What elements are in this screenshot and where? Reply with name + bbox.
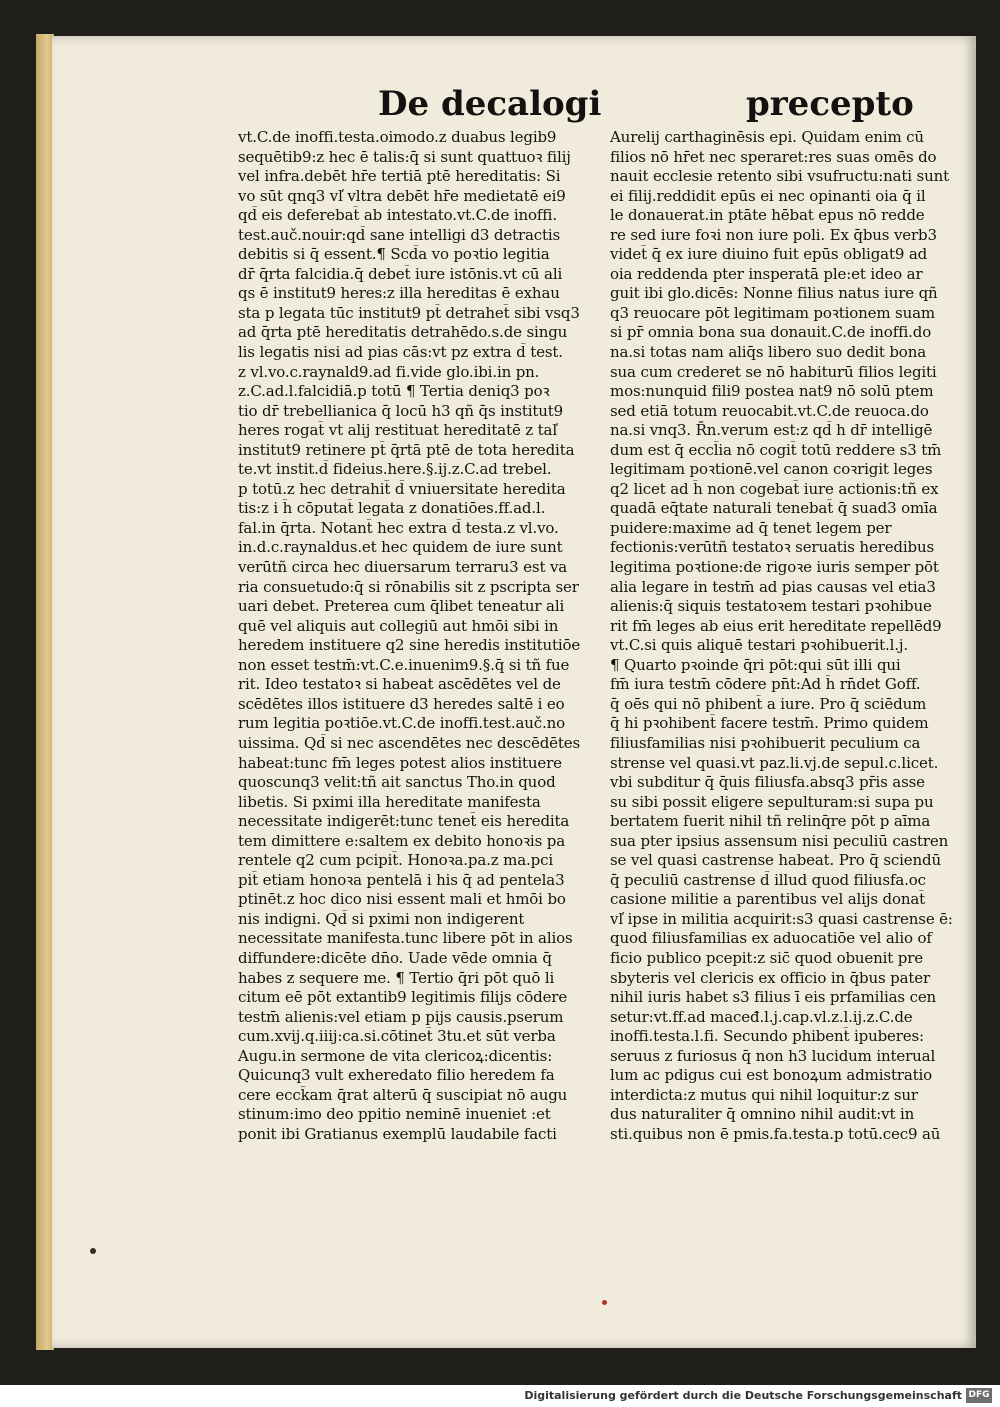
text-line: non esset testm̄:vt.C.e.inuenim9.§.q̄ si tñ fue (238, 655, 570, 674)
text-line: quadā eq̄tate naturali tenebat̄ q̄ suad3 omīa (610, 499, 938, 518)
text-line: nauit ecclesie retento sibi vsufructu:nati sunt (610, 167, 950, 186)
text-line: alienis:q̄ siquis testatoꝛem testari pꝛohibue (610, 597, 932, 616)
text-line: le donauerat.in ptāte hēbat epus nō redde (610, 206, 925, 225)
book-page (52, 36, 976, 1348)
text-line: sbyteris vel clericis ex officio in q̄bus pater (610, 968, 931, 987)
text-line: institut9 retinere pt̄ q̄rtā ptē de tota heredita (238, 440, 575, 459)
text-line: tem dimittere e:saltem ex debito honoꝛis pa (238, 831, 565, 850)
text-line: guit ibi glo.dicēs: Nonne filius natus iure qñ (610, 284, 938, 303)
text-line: scēdētes illos istituere d3 heredes saltē i eo (238, 694, 565, 713)
text-line: se vel quasi castrense habeat. Pro q̄ sciendū (610, 851, 941, 870)
text-line: fectionis:verūtñ testatoꝛ seruatis heredibus (610, 538, 935, 557)
text-line: verūtñ circa hec diuersarum terraru3 est va (238, 558, 568, 577)
text-line: sua cum crederet se nō habiturū filios legiti (610, 362, 937, 381)
text-line: casione militie a parentibus vel alijs donat̄ (610, 890, 926, 909)
text-line: videt̄ q̄ ex iure diuino fuit epūs obligat9 ad (610, 245, 928, 264)
text-line: lis legatis nisi ad pias cās:vt pz extra d̄ test. (238, 343, 563, 362)
text-line: uissima. Qd̄ si nec ascendētes nec descēdētes (238, 733, 581, 752)
text-line: bertatem fuerit nihil tñ relinq̄re pōt p aīma (610, 812, 931, 831)
text-line: heredem instituere q2 sine heredis institutiōe (238, 636, 581, 655)
text-line: quod filiusfamilias ex aduocatiōe vel alio of (610, 929, 932, 948)
header-right: precepto (746, 84, 914, 124)
text-line: ria consuetudo:q̄ si rōnabilis sit z pscripta ser (238, 577, 579, 596)
text-line: z.C.ad.l.falcidiā.p totū ¶ Tertia deniq3 poꝛ (238, 382, 550, 401)
text-line: na.si vnq3. R̄n.verum est:z qd̄ h dr̄ intelligē (610, 421, 933, 440)
right-column (610, 128, 970, 1144)
text-line: tio dr̄ trebellianica q̄ locū h3 qñ q̄s institut9 (238, 401, 564, 420)
text-line: q2 licet ad h̄ non cogebat̄ iure actionis:tñ ex (610, 479, 939, 498)
text-line: q̄ peculiū castrense d̄ illud quod filiusfa.oc (610, 870, 926, 889)
text-line: pit̄ etiam honoꝛa pentelā i his q̄ ad pentela3 (238, 870, 565, 889)
text-line: nis indigni. Qd̄ si pximi non indigerent (238, 909, 525, 928)
text-line: mos:nunquid fili9 postea nat9 nō solū ptem (610, 382, 934, 401)
footer-credit: Digitalisierung gefördert durch die Deutsche Forschungsgemeinschaft (524, 1389, 962, 1402)
text-line: ad q̄rta ptē hereditatis detrahēdo.s.de singu (238, 323, 568, 342)
text-line: rentele q2 cum pcipit̄. Honoꝛa.pa.z ma.pci (238, 851, 553, 870)
ink-spot (90, 1248, 96, 1254)
text-line: vbi subditur q̄ q̄uis filiusfa.absq3 pr̄is asse (610, 773, 925, 792)
text-line: p totū.z hec detrahit̄ d̄ vniuersitate heredita (238, 479, 566, 498)
text-line: setur:vt.ff.ad maceđ.l.j.cap.vl.z.l.ij.z.C.de (610, 1007, 913, 1026)
text-line: nihil iuris habet s3 filius ī eis prfamilias cen (610, 988, 937, 1007)
text-line: cum.xvij.q.iiij:ca.si.cōtinet̄ 3tu.et sūt verba (238, 1027, 556, 1046)
text-line: vt.C.de inoffi.testa.oimodo.z duabus legib9 (238, 128, 557, 146)
text-line: z vl.vo.c.raynald9.ad fi.vide glo.ibi.in pn. (238, 362, 540, 381)
text-line: heres rogat̄ vt alij restituat hereditatē z tal̕ (238, 421, 557, 440)
text-line: qd̄ eis deferebat̄ ab intestato.vt.C.de inoffi. (238, 206, 557, 225)
text-line: inoffi.testa.l.fi. Secundo phibent̄ ipuberes: (610, 1027, 924, 1046)
text-line: na.si totas nam aliq̄s libero suo dedit bona (610, 343, 926, 362)
text-line: dum est q̄ eccl̄ia nō cogit̄ totū reddere s3 tm̄ (610, 440, 942, 459)
text-line: citum eē pōt extantib9 legitimis filijs cōdere (238, 988, 568, 1007)
ink-spot-red (602, 1300, 607, 1305)
text-line: sua pter ipsius assensum nisi peculiū castren (610, 831, 949, 850)
text-line: Quicunq3 vult exheredato filio heredem fa (238, 1066, 555, 1085)
text-line: cere ecck̄am q̄rat alterū q̄ suscipiat nō augu (238, 1085, 568, 1104)
text-line: ficio publico pcepit:z sic̄ quod obuenit pre (610, 948, 923, 967)
text-line: testm̄ alienis:vel etiam p pijs causis.pserum (238, 1007, 564, 1026)
text-line: in.d.c.raynaldus.et hec quidem de iure sunt (238, 538, 563, 557)
text-line: diffundere:dicēte dn̄o. Uade vēde omnia q̄ (238, 948, 552, 967)
text-line: oia reddenda pter insperatā ple:et ideo ar (610, 264, 923, 283)
text-line: si pr̄ omnia bona sua donauit.C.de inoffi.do (610, 323, 932, 342)
text-line: su sibi possit eligere sepulturam:si supa pu (610, 792, 934, 811)
text-line: habeat:tunc fm̄ leges potest alios instituere (238, 753, 562, 772)
text-line: sti.quibus non ē pmis.fa.testa.p totū.cec9 aū (610, 1124, 941, 1143)
text-line: rum legitia poꝛtiōe.vt.C.de inoffi.test.auč.no (238, 714, 566, 733)
text-line: ptinēt.z hoc dico nisi essent mali et hmōi bo (238, 890, 566, 909)
text-line: sequētib9:z hec ē talis:q̄ si sunt quattuoꝛ filij (238, 147, 571, 166)
text-line: alia legare in testm̄ ad pias causas vel etia3 (610, 577, 936, 596)
text-line: ponit ibi Gratianus exemplū laudabile facti (238, 1124, 557, 1143)
text-line: fal.in q̄rta. Notant̄ hec extra d̄ testa.z vl.vo. (238, 518, 559, 537)
text-line: stinum:imo deo ppitio neminē inueniet :et (238, 1105, 551, 1124)
text-line: ei filij.reddidit epūs ei nec opinanti oia q̄ il (610, 186, 926, 205)
text-line: q̄ hi pꝛohibent̄ facere testm̄. Primo quidem (610, 714, 929, 733)
text-line: seruus z furiosus q̄ non h3 lucidum interual (610, 1046, 936, 1065)
text-line: quē vel aliquis aut collegiū aut hmōi sibi in (238, 616, 559, 635)
text-line: filiusfamilias nisi pꝛohibuerit peculium ca (610, 733, 921, 752)
text-line: dr̄ q̄rta falcidia.q̄ debet̄ iure istōnis.vt cū ali (238, 264, 563, 283)
text-line: sta p legata tūc institut9 pt̄ detrahet̄ sibi vsq3 (238, 303, 580, 322)
text-line: re sed iure foꝛi non iure poli. Ex q̄bus verb3 (610, 225, 937, 244)
header-left: De decalogi (378, 84, 602, 124)
text-line: ¶ Quarto pꝛoinde q̄ri pōt:qui sūt illi qui (610, 655, 901, 674)
text-line: legitima poꝛtione:de rigoꝛe iuris semper pōt (610, 558, 939, 577)
text-line: rit fm̄ leges ab eius erit hereditate repellēd9 (610, 616, 942, 635)
text-line: strense vel quasi.vt paz.li.vj.de sepul.c.licet. (610, 753, 939, 772)
text-line: qs ē institut9 heres:z illa hereditas ē exhau (238, 284, 560, 303)
text-line: interdicta:z mutus qui nihil loquitur:z sur (610, 1085, 918, 1104)
text-line: libetis. Si pximi illa hereditate manifesta (238, 792, 541, 811)
text-line: necessitate indigerēt:tunc tenet̄ eis heredita (238, 812, 570, 831)
text-line: sed etiā totum reuocabit.vt.C.de reuoca.do (610, 401, 929, 420)
text-line: rit. Ideo testatoꝛ si habeat ascēdētes vel de (238, 675, 561, 694)
text-line: te.vt instit.d̄ fideius.here.§.ij.z.C.ad trebel. (238, 460, 552, 479)
text-line: vo sūt qnq3 vl̕ vltra debēt hr̄e medietatē ei9 (238, 186, 566, 205)
text-line: q3 reuocare pōt legitimam poꝛtionem suam (610, 303, 935, 322)
text-line: Aurelij carthaginēsis epi. Quidam enim cū (610, 128, 924, 146)
left-column (238, 128, 598, 1144)
text-line: fm̄ iura testm̄ cōdere pn̄t:Ad h̄ rn̄det Goff. (610, 675, 921, 694)
text-line: vt.C.si quis aliquē testari pꝛohibuerit.l.j. (610, 636, 909, 655)
text-line: tis:z i h̄ cōputat̄ legata z donatiōes.ff.ad.l. (238, 499, 546, 518)
text-line: puidere:maxime ad q̄ tenet legem per (610, 518, 892, 537)
text-line: legitimam poꝛtionē.vel canon coꝛrigit leges (610, 460, 933, 479)
footer-bar (0, 1385, 1000, 1407)
text-line: test.auč.nouir:qd̄ sane intelligi d3 detractis (238, 225, 561, 244)
text-line: uari debet. Preterea cum q̄libet teneatur ali (238, 597, 565, 616)
text-line: dus naturaliter q̄ omnino nihil audit:vt in (610, 1105, 915, 1124)
text-line: filios nō hr̄et nec speraret:res suas omēs do (610, 147, 937, 166)
text-line: habes z sequere me. ¶ Tertio q̄ri pōt quō li (238, 968, 555, 987)
text-line: lum ac pdigus cui est bonoꝝum admistratio (610, 1066, 933, 1085)
running-header (52, 84, 976, 134)
dfg-logo: DFG (966, 1388, 992, 1403)
text-line: quoscunq3 velit:tñ ait sanctus Tho.in quod (238, 773, 556, 792)
text-line: vl̕ ipse in militia acquirit:s3 quasi castrense ē: (610, 909, 953, 928)
text-line: Augu.in sermone de vita clericoꝝ:dicentis: (238, 1046, 553, 1065)
text-line: q̄ oēs qui nō phibent̄ a iure. Pro q̄ sciēdum (610, 694, 927, 713)
text-line: debitis si q̄ essent.¶ Scd̄a vo poꝛtio legitia (238, 245, 550, 264)
text-line: necessitate manifesta.tunc libere pōt in alios (238, 929, 573, 948)
text-line: vel infra.debēt hr̄e tertiā ptē hereditatis: Si (238, 167, 561, 186)
